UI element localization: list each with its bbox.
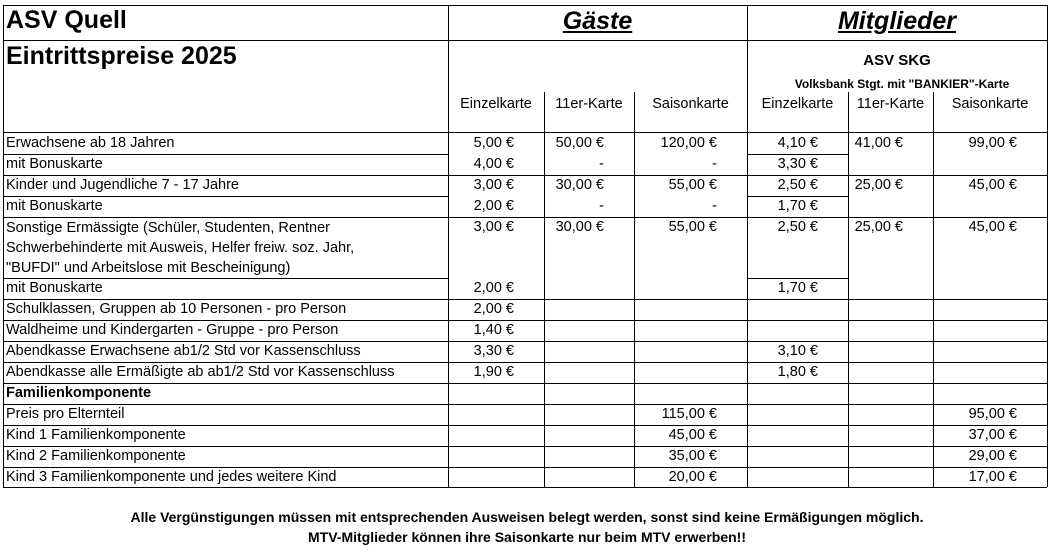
price-cell: 2,50 € — [777, 177, 818, 193]
price-cell: 45,00 € — [968, 177, 1017, 193]
row-label: mit Bonuskarte — [6, 156, 103, 172]
price-cell: 25,00 € — [854, 177, 903, 193]
row-divider — [448, 467, 1047, 468]
price-cell: 2,50 € — [777, 219, 818, 235]
price-cell: 5,00 € — [473, 135, 514, 151]
price-cell: 2,00 € — [473, 198, 514, 214]
members-heading: Mitglieder — [837, 7, 957, 35]
column-header-member-1: 11er-Karte — [856, 96, 925, 112]
price-cell: - — [712, 198, 717, 214]
row-divider — [448, 175, 1047, 176]
table-border-top — [3, 5, 1047, 6]
row-divider — [448, 404, 1047, 405]
row-divider — [3, 175, 448, 176]
price-cell: 20,00 € — [668, 469, 717, 485]
price-cell: - — [599, 156, 604, 172]
row-divider — [448, 362, 1047, 363]
price-cell: 3,30 € — [777, 156, 818, 172]
row-divider — [448, 299, 1047, 300]
price-cell: 1,40 € — [473, 322, 514, 338]
footer-note: Alle Vergünstigungen müssen mit entsprechenden Ausweisen belegt werden, sonst sind keine Ermäßigungen möglich. — [130, 509, 924, 525]
price-cell: 120,00 € — [660, 135, 717, 151]
row-label: mit Bonuskarte — [6, 198, 103, 214]
row-label: "BUFDI" und Arbeitslose mit Bescheinigung) — [6, 260, 291, 276]
row-label: Kinder und Jugendliche 7 - 17 Jahre — [6, 177, 239, 193]
row-divider — [448, 383, 1047, 384]
member-bonus-divider — [747, 278, 848, 279]
row-divider — [448, 446, 1047, 447]
price-cell: 55,00 € — [668, 177, 717, 193]
price-cell: 3,30 € — [473, 343, 514, 359]
member-bonus-divider — [747, 154, 848, 155]
row-label: Abendkasse alle Ermäßigte ab ab1/2 Std vor Kassenschluss — [6, 364, 395, 380]
row-label: Waldheime und Kindergarten - Gruppe - pro Person — [6, 322, 339, 338]
price-cell: 1,80 € — [777, 364, 818, 380]
price-cell: 35,00 € — [668, 448, 717, 464]
column-line-members — [747, 5, 748, 487]
member-bonus-divider — [747, 196, 848, 197]
row-label: mit Bonuskarte — [6, 280, 103, 296]
row-divider — [3, 320, 448, 321]
price-cell: 41,00 € — [854, 135, 903, 151]
price-cell: 29,00 € — [968, 448, 1017, 464]
row-divider — [448, 217, 1047, 218]
price-cell: 1,70 € — [777, 198, 818, 214]
price-cell: 45,00 € — [968, 219, 1017, 235]
row-divider — [3, 217, 448, 218]
section-heading: Familienkomponente — [6, 385, 152, 401]
column-header-member-0: Einzelkarte — [761, 96, 834, 112]
row-divider — [3, 362, 448, 363]
row-label: Kind 1 Familienkomponente — [6, 427, 186, 443]
price-cell: 4,10 € — [777, 135, 818, 151]
column-header-guest-1: 11er-Karte — [555, 96, 623, 112]
row-divider — [3, 425, 448, 426]
column-header-divider — [3, 132, 1047, 133]
row-divider — [3, 404, 448, 405]
price-cell: 37,00 € — [968, 427, 1017, 443]
row-divider — [3, 467, 448, 468]
price-cell: 50,00 € — [555, 135, 604, 151]
member-orgs-label: ASV SKG — [863, 52, 931, 69]
row-label: Preis pro Elternteil — [6, 406, 125, 422]
footer-note-mtv: MTV-Mitglieder können ihre Saisonkarte nur beim MTV erwerben!! — [308, 529, 746, 545]
column-header-guest-0: Einzelkarte — [460, 96, 532, 112]
row-divider — [3, 278, 448, 279]
price-cell: 17,00 € — [968, 469, 1017, 485]
row-divider — [3, 446, 448, 447]
club-title: ASV Quell — [6, 6, 127, 34]
table-border-left — [3, 5, 4, 487]
guests-heading: Gäste — [562, 7, 633, 35]
row-divider — [448, 320, 1047, 321]
price-cell: - — [712, 156, 717, 172]
price-cell: - — [599, 198, 604, 214]
price-cell: 1,70 € — [777, 280, 818, 296]
price-cell: 99,00 € — [968, 135, 1017, 151]
row-label: Erwachsene ab 18 Jahren — [6, 135, 175, 151]
column-header-guest-2: Saisonkarte — [652, 96, 729, 112]
row-label: Schwerbehinderte mit Ausweis, Helfer freiw. soz. Jahr, — [6, 240, 355, 256]
price-cell: 45,00 € — [668, 427, 717, 443]
price-cell: 4,00 € — [473, 156, 514, 172]
price-cell: 3,00 € — [473, 219, 514, 235]
price-cell: 95,00 € — [968, 406, 1017, 422]
price-list-title: Eintrittspreise 2025 — [6, 42, 237, 70]
price-cell: 30,00 € — [555, 177, 604, 193]
row-divider — [3, 383, 448, 384]
row-divider — [448, 425, 1047, 426]
row-divider — [3, 196, 448, 197]
row-divider — [448, 341, 1047, 342]
row-divider — [3, 341, 448, 342]
row-divider — [3, 299, 448, 300]
row-label: Sonstige Ermässigte (Schüler, Studenten, Rentner — [6, 220, 331, 236]
row-divider — [3, 154, 448, 155]
row-label: Abendkasse Erwachsene ab1/2 Std vor Kassenschluss — [6, 343, 361, 359]
price-cell: 30,00 € — [555, 219, 604, 235]
row-label: Kind 2 Familienkomponente — [6, 448, 186, 464]
row-label: Kind 3 Familienkomponente und jedes weitere Kind — [6, 469, 337, 485]
price-cell: 3,10 € — [777, 343, 818, 359]
price-cell: 2,00 € — [473, 301, 514, 317]
table-border-right — [1047, 5, 1048, 487]
price-cell: 3,00 € — [473, 177, 514, 193]
price-cell: 115,00 € — [661, 406, 717, 422]
table-border-bottom — [3, 487, 1047, 488]
member-bank-label: Volksbank Stgt. mit "BANKIER"-Karte — [794, 77, 1010, 91]
price-cell: 55,00 € — [668, 219, 717, 235]
column-line-labels — [448, 5, 449, 487]
row-label: Schulklassen, Gruppen ab 10 Personen - pro Person — [6, 301, 347, 317]
price-cell: 2,00 € — [473, 280, 514, 296]
header-divider — [3, 40, 1047, 41]
column-header-member-2: Saisonkarte — [951, 96, 1029, 112]
price-cell: 25,00 € — [854, 219, 903, 235]
price-cell: 1,90 € — [473, 364, 514, 380]
